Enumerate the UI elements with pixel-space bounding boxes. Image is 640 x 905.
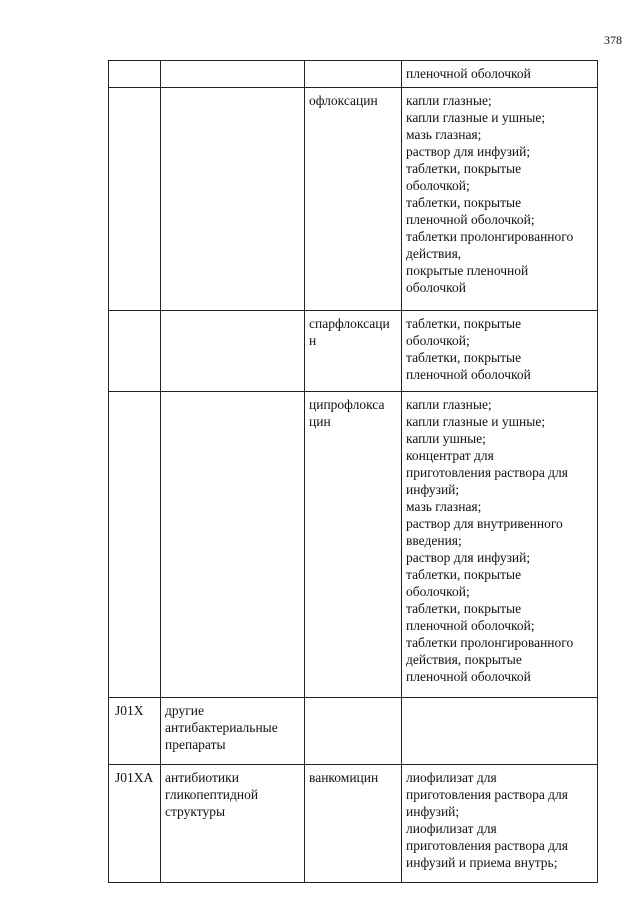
drug-table (108, 60, 598, 883)
drug-name-cell: ванкомицин (305, 765, 402, 883)
dosage-form-cell (402, 698, 598, 765)
drug-name-cell: спарфлоксаци н (305, 311, 402, 392)
table-row (109, 392, 598, 698)
group-name-cell (161, 88, 305, 311)
drug-name-cell: ципрофлокса цин (305, 392, 402, 698)
atc-code-cell: J01X (109, 698, 161, 765)
table-row (109, 311, 598, 392)
dosage-form-cell: капли глазные; капли глазные и ушные; мазь глазная; раствор для инфузий; таблетки, покрытые оболочкой; таблетки, покрытые пленочной оболочкой; таблетки пролонгированного действия, покрытые пленочной оболочкой (402, 88, 598, 311)
atc-code-cell (109, 392, 161, 698)
table-row (109, 61, 598, 88)
group-name-cell: антибиотики гликопептидной структуры (161, 765, 305, 883)
atc-code-cell (109, 88, 161, 311)
dosage-form-cell: таблетки, покрытые оболочкой; таблетки, покрытые пленочной оболочкой (402, 311, 598, 392)
dosage-form-cell: лиофилизат для приготовления раствора для инфузий; лиофилизат для приготовления раствора для инфузий и приема внутрь; (402, 765, 598, 883)
drug-name-cell (305, 698, 402, 765)
page-number: 378 (604, 33, 622, 47)
group-name-cell: другие антибактериальные препараты (161, 698, 305, 765)
table-row (109, 765, 598, 883)
atc-code-cell (109, 61, 161, 88)
drug-name-cell: офлоксацин (305, 88, 402, 311)
group-name-cell (161, 392, 305, 698)
table-row (109, 698, 598, 765)
drug-name-cell (305, 61, 402, 88)
group-name-cell (161, 311, 305, 392)
dosage-form-cell: капли глазные; капли глазные и ушные; капли ушные; концентрат для приготовления раствора для инфузий; мазь глазная; раствор для внутривенного введения; раствор для инфузий; таблетки, покрытые оболочкой; таблетки, покрытые пленочной оболочкой; таблетки пролонгированного действия, покрытые пленочной оболочкой (402, 392, 598, 698)
dosage-form-cell: пленочной оболочкой (402, 61, 598, 88)
atc-code-cell: J01XA (109, 765, 161, 883)
atc-code-cell (109, 311, 161, 392)
table-row (109, 88, 598, 311)
group-name-cell (161, 61, 305, 88)
